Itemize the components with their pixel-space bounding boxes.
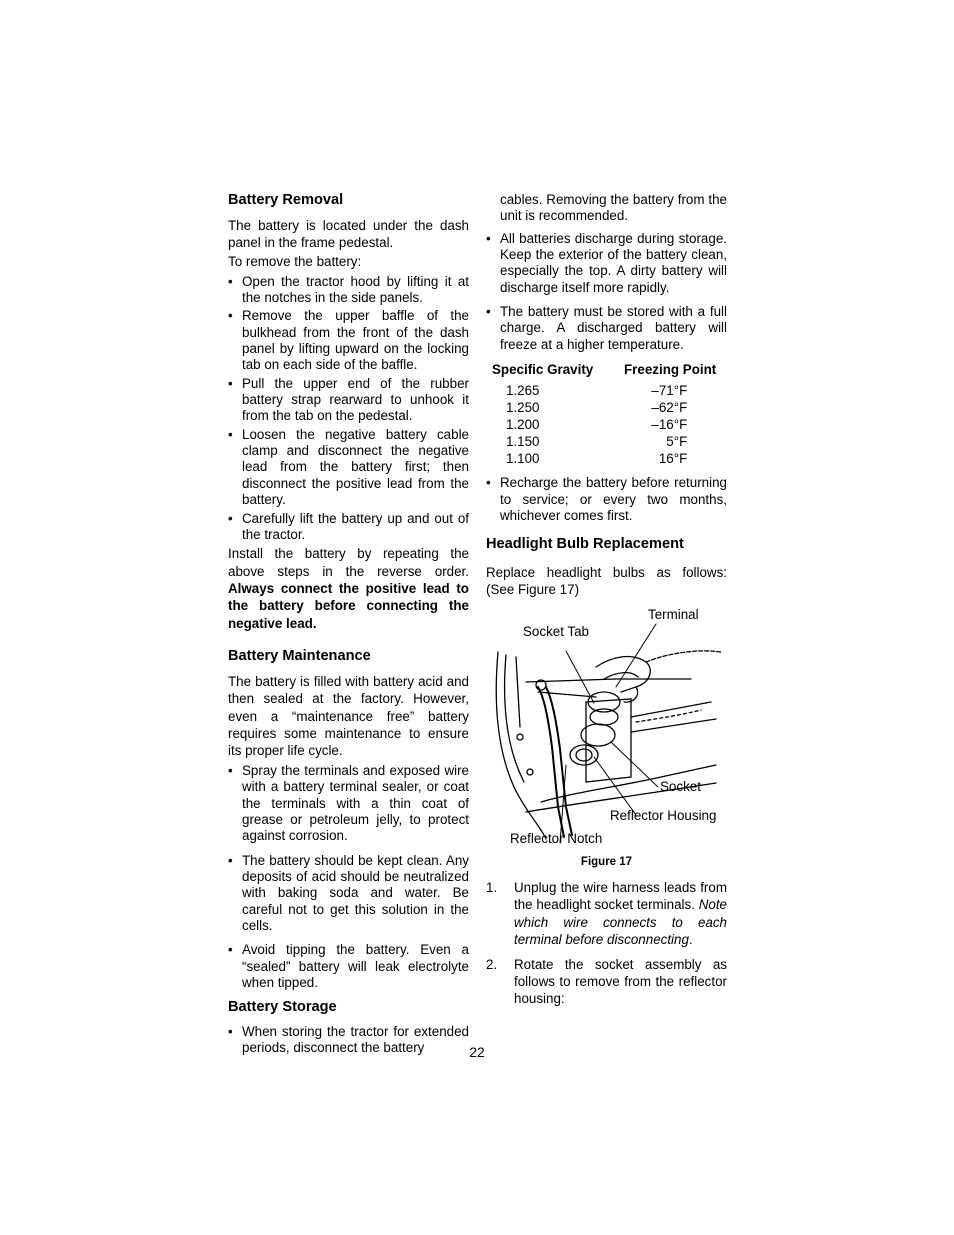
freeze-cell: 16°F [658, 450, 688, 466]
table-header-row [492, 362, 716, 382]
storage-continued: cables. Removing the battery from the unit is recommended. [500, 192, 727, 224]
figure-caption: Figure 17 [580, 855, 633, 868]
removal-lead: To remove the battery: [228, 254, 362, 270]
storage-item: • All batteries discharge during storage. Keep the exterior of the battery clean, especially the top. A dirty battery will discharge itself more rapidly. [486, 231, 727, 296]
left-column [228, 192, 469, 1059]
step-text: Unplug the wire harness leads from the headlight socket terminals. [514, 879, 727, 913]
freeze-cell: –71°F [651, 382, 688, 398]
label-socket: Socket [660, 778, 701, 794]
label-reflector-housing: Reflector Housing [610, 807, 717, 823]
removal-step: • Loosen the negative battery cable clamp and disconnect the negative lead from the battery first; then disconnect the positive lead from the battery. [228, 427, 469, 509]
install-text: Install the battery by repeating the above steps in the reverse order. [228, 546, 469, 579]
storage-item: • When storing the tractor for extended periods, disconnect the battery [228, 1024, 469, 1057]
label-reflector-notch: Reflector Notch [510, 830, 603, 846]
step-note: Note which wire connects to each terminal before disconnecting [514, 897, 727, 948]
recharge-items [486, 475, 727, 524]
table-row [492, 450, 716, 467]
removal-step: • Pull the upper end of the rubber battery strap rearward to unhook it from the tab on the pedestal. [228, 376, 469, 425]
maintenance-item: • Spray the terminals and exposed wire with a battery terminal sealer, or coat the terminals with a thin coat of grease or petroleum jelly, to protect against corrosion. [228, 763, 469, 845]
label-terminal: Terminal [648, 606, 699, 622]
removal-steps [228, 274, 469, 544]
install-instructions [228, 545, 469, 632]
right-column [486, 192, 727, 1015]
headlight-heading: Headlight Bulb Replacement [486, 536, 684, 553]
step-text: Rotate the socket assembly as follows to remove from the reflector housing: [514, 956, 727, 1007]
storage-items [486, 231, 727, 353]
freeze-cell: –16°F [651, 416, 688, 432]
gravity-cell: 1.100 [506, 450, 540, 466]
table-row [492, 433, 716, 450]
gravity-cell: 1.250 [506, 399, 540, 415]
gravity-cell: 1.200 [506, 416, 540, 432]
table-row [492, 382, 716, 399]
maintenance-items [228, 763, 469, 991]
recharge-item: • Recharge the battery before returning to service; or every two months, whichever comes first. [486, 475, 727, 524]
label-socket-tab: Socket Tab [523, 623, 590, 639]
step-number: 1. [486, 879, 498, 895]
headlight-step [486, 956, 727, 1008]
battery-maintenance-heading: Battery Maintenance [228, 648, 371, 665]
figure-17 [486, 607, 727, 847]
headlight-step: 1. Unplug the wire harness leads from the headlight socket terminals. Note which wire connects to each terminal before disconnecting. [486, 879, 727, 948]
step-number: 2. [486, 956, 498, 972]
maintenance-intro: The battery is filled with battery acid and then sealed at the factory. However, even a “maintenance free” battery requires some maintenance to ensure its proper life cycle. [228, 673, 469, 759]
gravity-cell: 1.150 [506, 433, 540, 449]
polarity-warning: Always connect the positive lead to the battery before connecting the negative lead. [228, 581, 469, 631]
headlight-intro: Replace headlight bulbs as follows: (See Figure 17) [486, 564, 727, 598]
table-row [492, 399, 716, 416]
freeze-cell: 5°F [666, 433, 688, 449]
freezing-point-table [492, 362, 716, 467]
gravity-cell: 1.265 [506, 382, 540, 398]
page-number: 22 [469, 1044, 485, 1060]
freeze-cell: –62°F [651, 399, 688, 415]
battery-storage-heading: Battery Storage [228, 999, 337, 1016]
storage-item: • The battery must be stored with a full charge. A discharged battery will freeze at a higher temperature. [486, 304, 727, 353]
col-specific-gravity: Specific Gravity [492, 362, 594, 378]
maintenance-item: • The battery should be kept clean. Any deposits of acid should be neutralized with baking soda and water. Be careful not to get this solution in the cells. [228, 853, 469, 935]
maintenance-item: • Avoid tipping the battery. Even a “sealed” battery will leak electrolyte when tipped. [228, 942, 469, 991]
table-row [492, 416, 716, 433]
col-freezing-point: Freezing Point [624, 362, 717, 378]
removal-intro: The battery is located under the dash panel in the frame pedestal. [228, 217, 469, 250]
removal-step: • Open the tractor hood by lifting it at the notches in the side panels. [228, 274, 469, 307]
removal-step: • Remove the upper baffle of the bulkhead from the front of the dash panel by lifting upward on the locking tab on each side of the baffle. [228, 308, 469, 373]
removal-step: • Carefully lift the battery up and out of the tractor. [228, 511, 469, 544]
battery-removal-heading: Battery Removal [228, 192, 344, 208]
headlight-steps [486, 879, 727, 1008]
